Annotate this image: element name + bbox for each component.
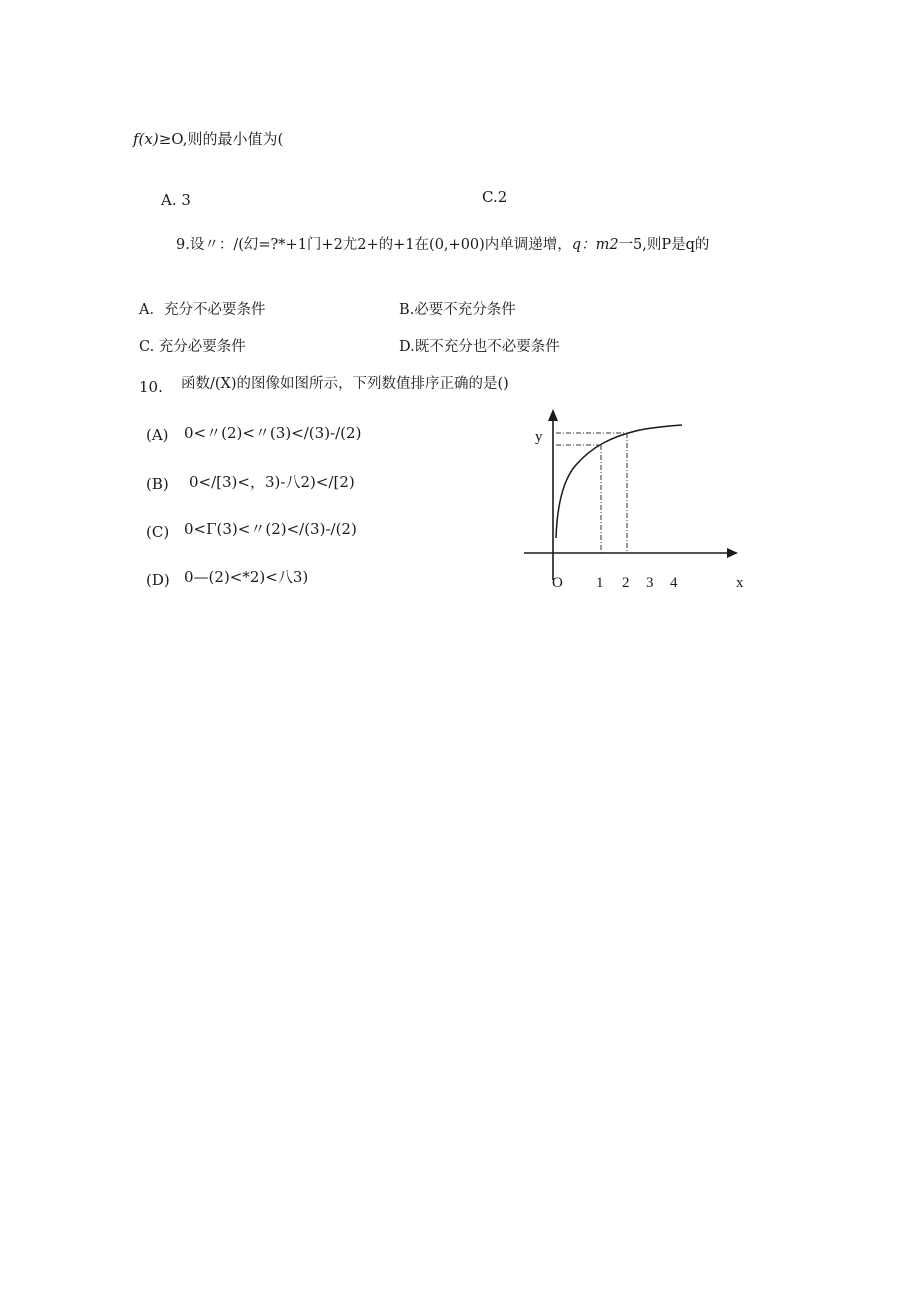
x-tick-2: 2 <box>622 575 630 591</box>
q10-option-b-label: (B) <box>146 475 169 493</box>
q10-option-d-label: (D) <box>146 571 170 589</box>
q10-option-d-text: 0—(2)<*2)<八3) <box>184 568 309 586</box>
q9-option-c: C. 充分必要条件 <box>139 339 246 355</box>
x-tick-3: 3 <box>646 575 654 591</box>
q10-option-c-text: 0<Γ(3)<〃(2)</(3)-/(2) <box>184 520 357 538</box>
q9-stem-end: 一5,则P是q的 <box>618 237 710 253</box>
y-axis-label: y <box>535 429 543 445</box>
q8-option-c: C.2 <box>482 188 508 206</box>
x-axis-label: x <box>736 575 744 591</box>
q10-option-c-label: (C) <box>146 523 170 541</box>
x-axis-arrow-icon <box>727 548 738 558</box>
y-axis-arrow-icon <box>548 409 558 421</box>
q8-stem-rest: ≥O,则的最小值为( <box>158 130 284 148</box>
q10-stem: 函数/(X)的图像如图所示，下列数值排序正确的是() <box>181 376 509 392</box>
x-tick-4: 4 <box>670 575 678 591</box>
q10-option-a-label: (A) <box>146 426 169 444</box>
q10-option-b-text: 0</[3)<，3)-八2)</[2) <box>189 473 355 491</box>
x-tick-1: 1 <box>596 575 604 591</box>
q8-option-a: A. 3 <box>161 191 191 209</box>
origin-label: O <box>552 575 563 591</box>
q9-stem-q: q：m2 <box>571 237 619 253</box>
q9-stem-start: 9.设〃：/(幻=?*+1门+2尤2+的+1在(0,+00)内单调递增， <box>176 237 572 253</box>
q10-number: 10. <box>139 378 163 396</box>
q10-option-a-text: 0<〃(2)<〃(3)</(3)-/(2) <box>184 424 362 442</box>
q8-stem-math: f(x) <box>133 130 159 148</box>
q9-option-b: B.必要不充分条件 <box>399 302 516 318</box>
q9-option-d: D.既不充分也不必要条件 <box>399 339 560 355</box>
q9-option-a: A．充分不必要条件 <box>139 302 266 318</box>
function-curve <box>556 425 682 538</box>
